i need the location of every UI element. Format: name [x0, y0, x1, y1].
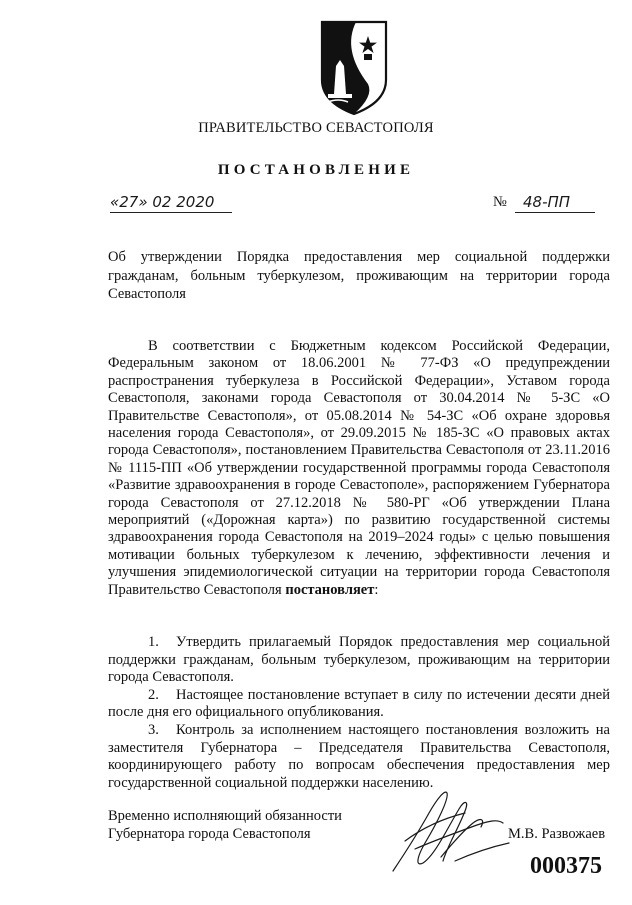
- signer-name: М.В. Развожаев: [508, 826, 606, 842]
- document-subject: Об утверждении Порядка предоставления мер социальной поддержки гражданам, больным туберкулезом, проживающим на территории города Севастополя: [108, 249, 610, 302]
- item-number: 2.: [148, 686, 159, 703]
- preamble-text: В соответствии с Бюджетным кодексом Российской Федерации, Федеральным законом от 18.06.2001 № 77-ФЗ «О предупреждении распространения туберкулеза в Российской Федерации», Уставом города Севастополя, законами города Севастополя от 30.04.2014 № 5-ЗС «О Правительстве Севастополя», от 05.08.2014 № 54-ЗС «Об охране здоровья населения города Севастополя», от 29.09.2015 № 185-ЗС «О правовых актах города Севастополя», постановлением Правительства Севастополя от 23.11.2016 № 1115-ПП «Об утверждении государственной программы города Севастополя «Развитие здравоохранения в городе Севастополе», распоряжением Губернатора города Севастополя от 27.12.2018 № 580-РГ «Об утверждении Плана мероприятий («Дорожная карта») по развитию государственной системы здравоохранения города Севастополя на 2019–2024 годы» с целью повышения мотивации больных туберкулезом к лечению, эффективности лечения и улучшения эпидемиологической ситуации на территории города Севастополя Правительство Севастополя: [108, 338, 610, 598]
- resolves-word: постановляет: [285, 581, 375, 598]
- item-number: 3.: [148, 721, 159, 738]
- resolution-items: [108, 634, 610, 792]
- item-text: Настоящее постановление вступает в силу по истечении десяти дней после дня его официального опубликования.: [108, 686, 610, 721]
- handwritten-signature: [385, 783, 515, 879]
- signer-position-line: Временно исполняющий обязанности: [108, 808, 342, 824]
- item-text: Утвердить прилагаемый Порядок предоставления мер социальной поддержки гражданам, больным туберкулезом, проживающим на территории города Севастополя.: [108, 634, 610, 686]
- number-handwritten: 48-ПП: [523, 193, 571, 211]
- resolution-item: [108, 634, 610, 687]
- registration-number: 000375: [530, 853, 602, 879]
- preamble-paragraph: [108, 338, 610, 599]
- signer-position: [108, 808, 342, 843]
- coat-of-arms-emblem: [316, 20, 392, 116]
- resolution-item: [108, 722, 610, 792]
- resolves-suffix: :: [374, 581, 379, 598]
- document-type-title: ПОСТАНОВЛЕНИЕ: [217, 162, 415, 178]
- government-name: ПРАВИТЕЛЬСТВО СЕВАСТОПОЛЯ: [198, 120, 434, 136]
- date-handwritten: «27» 02 2020: [110, 193, 215, 211]
- document-date: [110, 192, 232, 213]
- item-text: Контроль за исполнением настоящего постановления возложить на заместителя Губернатора – Председателя Правительства Севастополя, координирующего работу по вопросам обеспечения предоставления мер государственной социальной поддержки населению.: [108, 721, 610, 791]
- item-number: 1.: [148, 634, 159, 650]
- number-sign: №: [493, 194, 507, 210]
- signer-position-line: Губернатора города Севастополя: [108, 825, 311, 842]
- resolution-item: [108, 687, 610, 722]
- document-number: [493, 192, 595, 213]
